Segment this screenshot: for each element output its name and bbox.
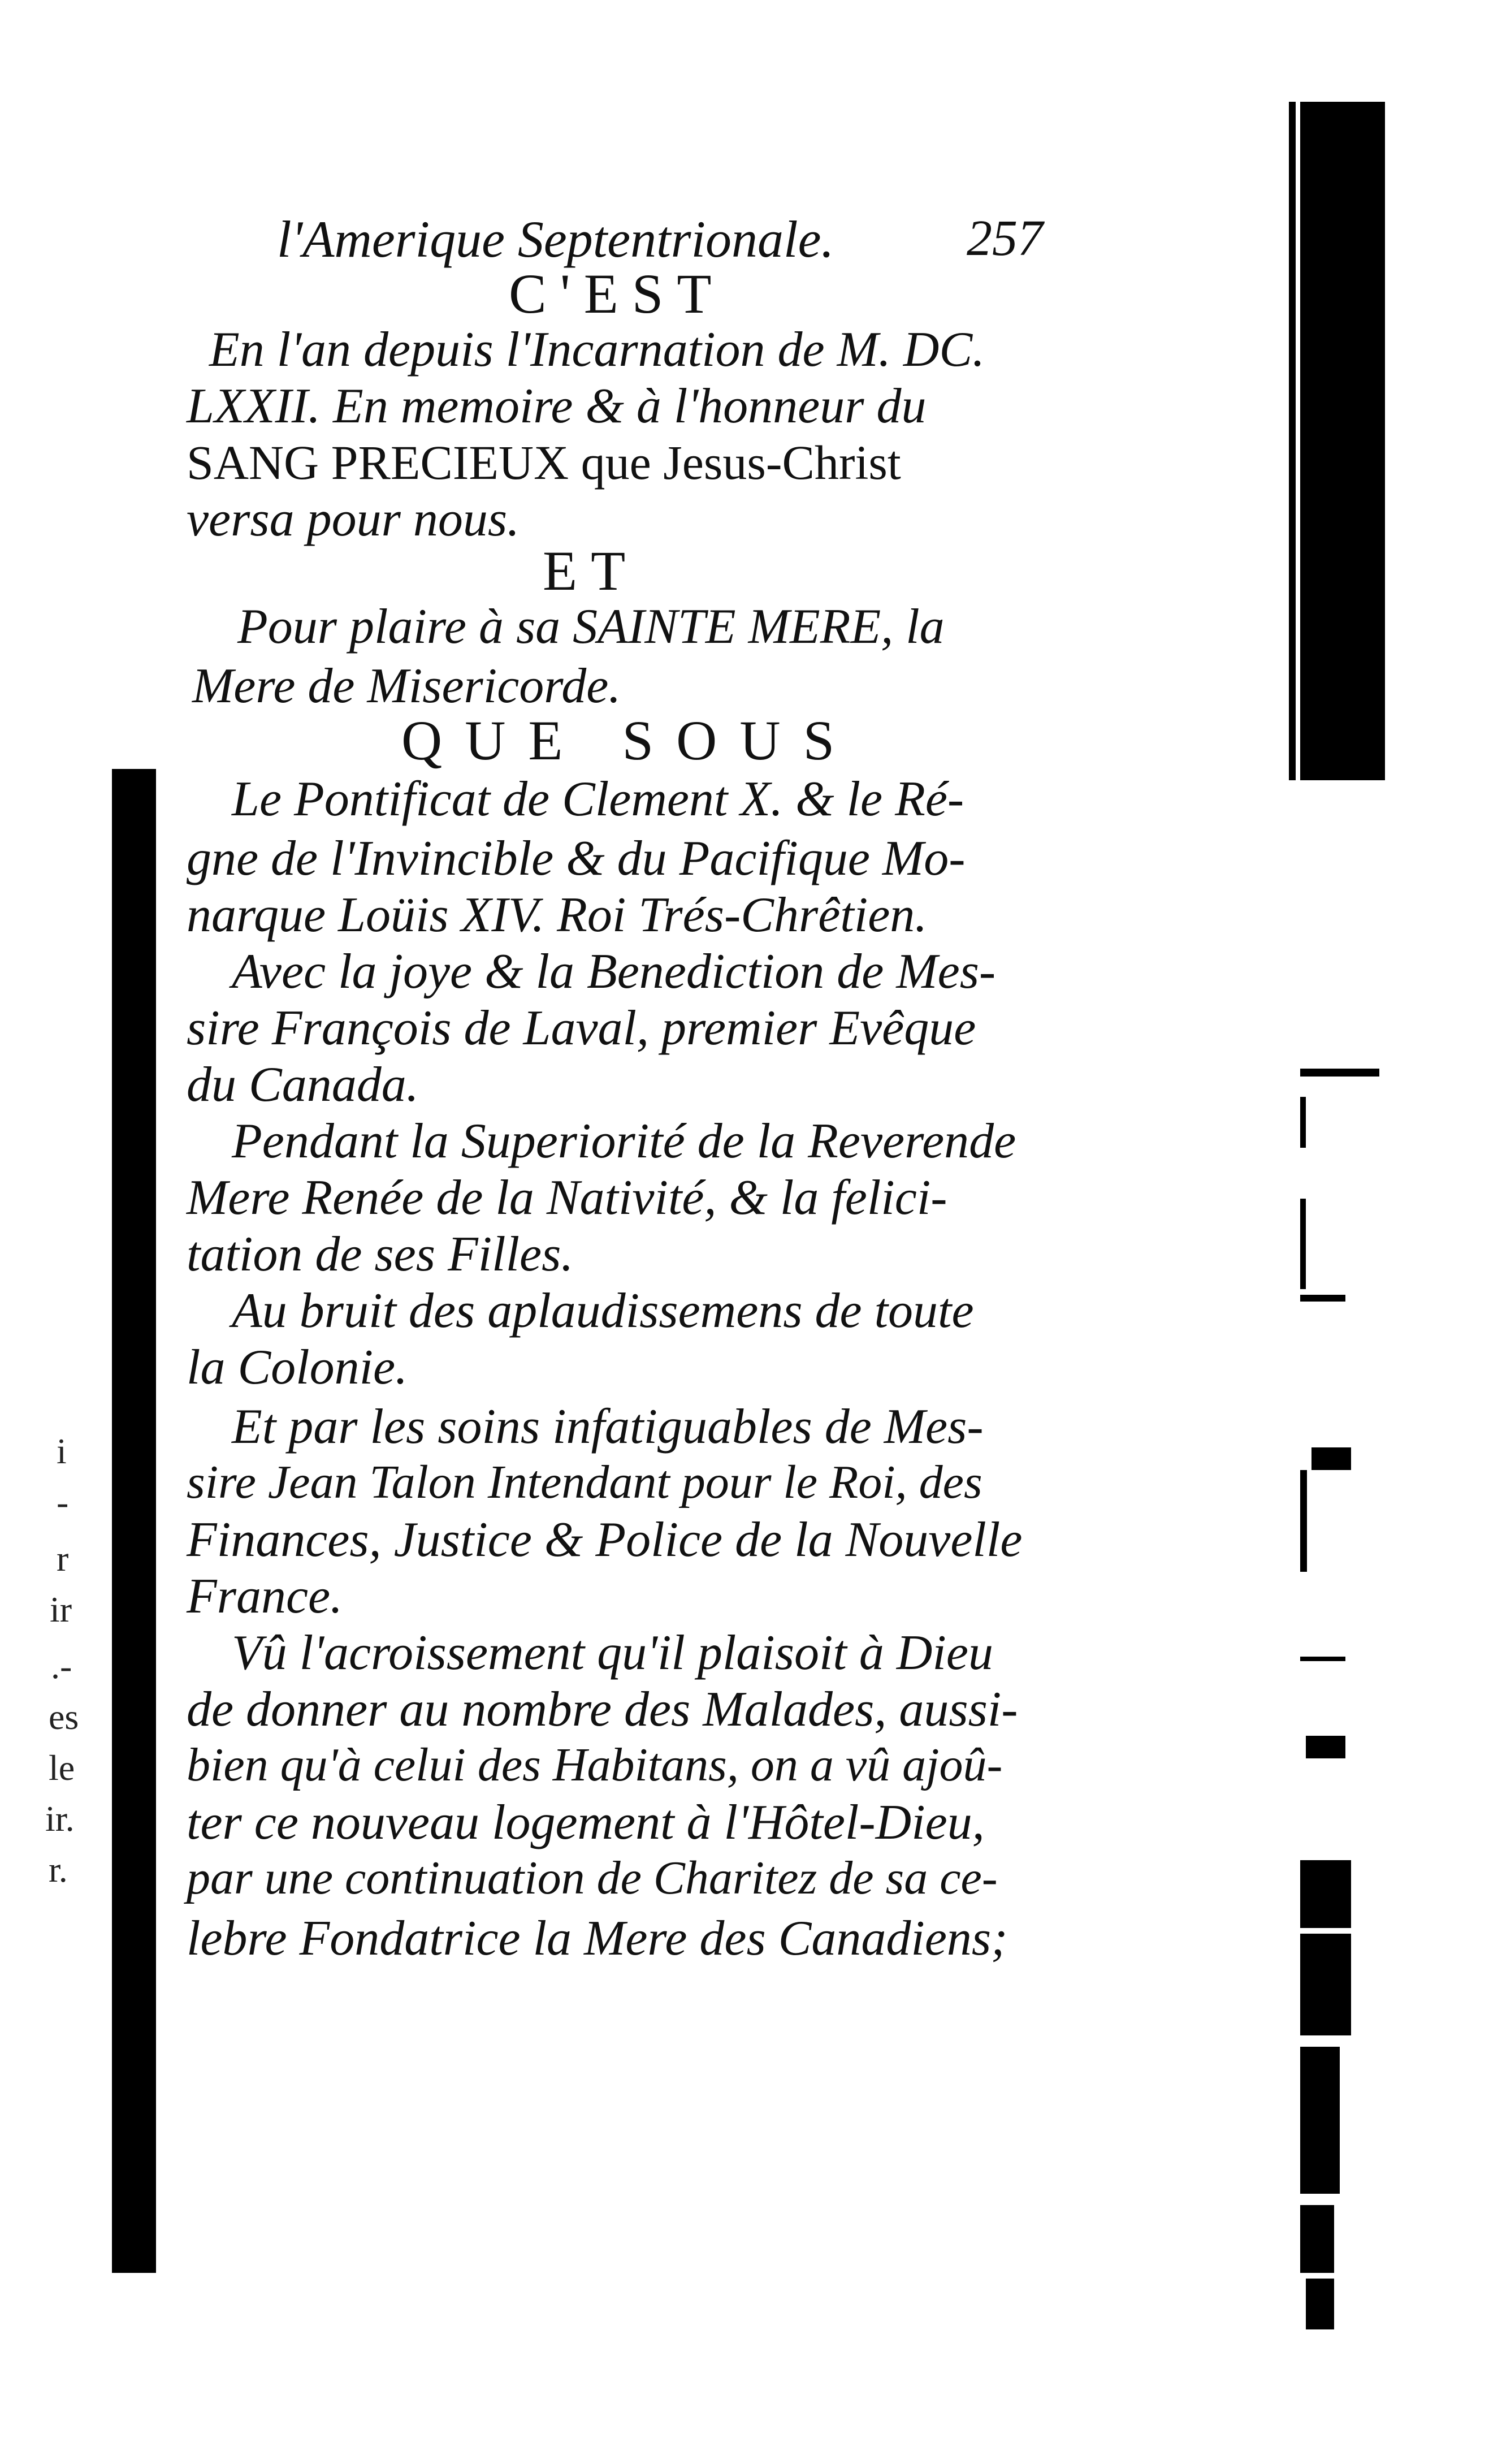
text-line: Et par les soins infatiguables de Mes- — [232, 1399, 984, 1454]
text-line: Le Pontificat de Clement X. & le Ré- — [232, 772, 964, 827]
text-line: France. — [187, 1569, 343, 1624]
text-line: narque Loüis XIV. Roi Trés-Chrêtien. — [187, 888, 928, 943]
margin-fragment: .- — [51, 1646, 72, 1686]
text-line: Mere de Misericorde. — [192, 659, 621, 714]
left-gutter-bar — [112, 769, 156, 2273]
title-que-sous: QUE SOUS — [401, 709, 858, 772]
text-line: par une continuation de Charitez de sa ce- — [187, 1852, 998, 1904]
text-line: Pour plaire à sa SAINTE MERE, la — [237, 599, 945, 654]
text-line: Vû l'acroissement qu'il plaisoit à Dieu — [232, 1626, 993, 1680]
text-line: lebre Fondatrice la Mere des Canadiens; — [187, 1911, 1008, 1966]
text-line: de donner au nombre des Malades, aussi- — [187, 1682, 1018, 1737]
text-line: Mere Renée de la Nativité, & la felici- — [187, 1170, 947, 1225]
text-line: tation de ses Filles. — [187, 1227, 574, 1282]
page-number: 257 — [967, 210, 1043, 266]
text-line: Pendant la Superiorité de la Reverende — [232, 1114, 1016, 1169]
text-line: sire Jean Talon Intendant pour le Roi, des — [187, 1456, 982, 1508]
margin-fragment: r — [57, 1538, 69, 1579]
text-line: la Colonie. — [187, 1340, 408, 1395]
text-line: SANG PRECIEUX que Jesus-Christ — [187, 435, 901, 490]
running-head: l'Amerique Septentrionale. — [277, 210, 834, 268]
text-line: Au bruit des aplaudissemens de toute — [232, 1283, 974, 1338]
margin-fragment: r. — [49, 1849, 68, 1890]
text-line: bien qu'à celui des Habitans, on a vû ajoû- — [187, 1739, 1003, 1791]
text-line: versa pour nous. — [187, 492, 520, 547]
text-line: sire François de Laval, premier Evêque — [187, 1001, 976, 1056]
margin-fragment: le — [49, 1748, 75, 1788]
text-line: Avec la joye & la Benediction de Mes- — [232, 944, 996, 999]
text-line: LXXII. En memoire & à l'honneur du — [187, 379, 927, 434]
text-line: Finances, Justice & Police de la Nouvelle — [187, 1512, 1023, 1567]
margin-fragment: i — [57, 1431, 67, 1471]
text-line: En l'an depuis l'Incarnation de M. DC. — [209, 322, 985, 377]
margin-fragment: - — [57, 1482, 69, 1522]
title-et: ET — [543, 539, 639, 602]
margin-fragment: ir. — [45, 1799, 75, 1839]
margin-fragment: es — [49, 1697, 79, 1737]
text-line: ter ce nouveau logement à l'Hôtel-Dieu, — [187, 1795, 985, 1850]
text-line: du Canada. — [187, 1057, 419, 1112]
text-line: gne de l'Invincible & du Pacifique Mo- — [187, 831, 966, 886]
margin-fragment: ir — [50, 1589, 72, 1629]
title-cest: C'EST — [509, 262, 725, 325]
